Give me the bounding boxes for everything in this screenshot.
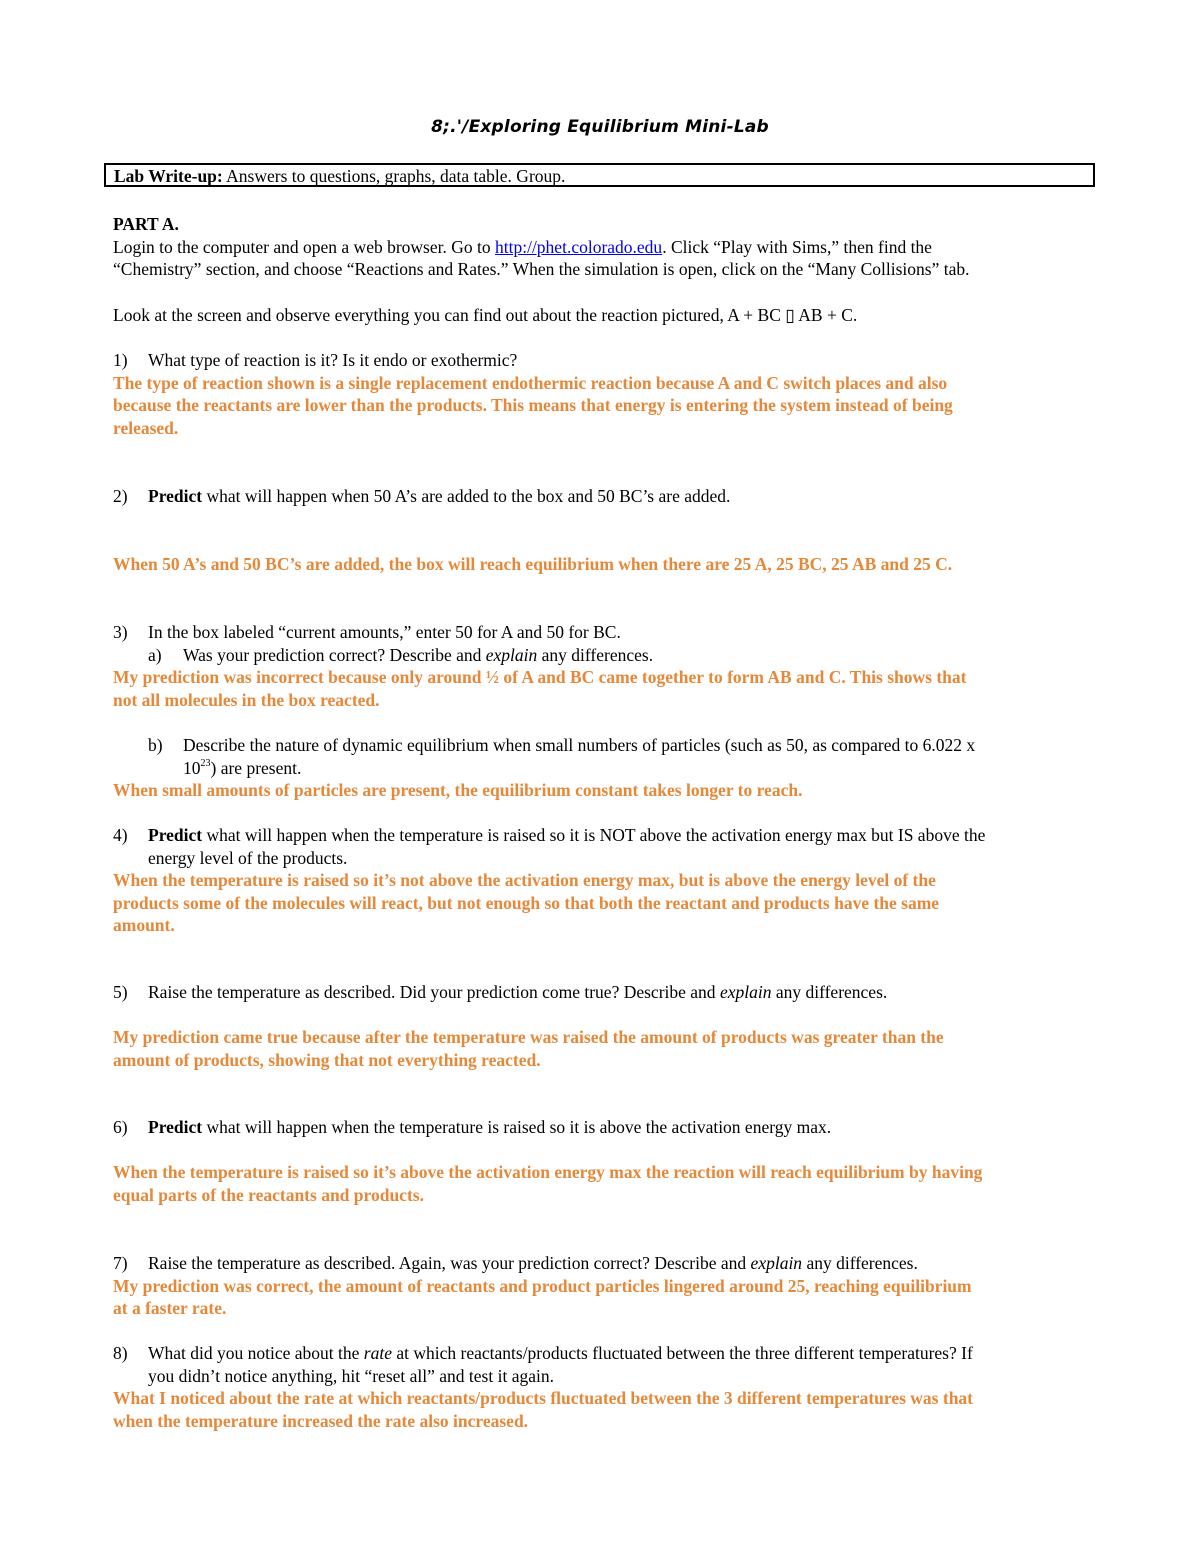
answer-8-line-1: What I noticed about the rate at which reactants/products fluctuated between the 3 different temperatures was that <box>113 1388 974 1409</box>
question-4 <box>113 824 1098 937</box>
answer-4-line-1: When the temperature is raised so it’s not above the activation energy max, but is above the energy level of the <box>113 870 936 891</box>
question-3b-exponent: 23 <box>200 757 211 769</box>
answer-5 <box>113 1026 1098 1071</box>
question-8-text-2: at which reactants/products fluctuated between the three different temperatures? If <box>391 1343 973 1363</box>
question-7-text-2: any differences. <box>802 1253 918 1273</box>
question-7-number: 7) <box>113 1253 128 1273</box>
question-3b-tail: ) are present. <box>210 757 302 778</box>
question-3-line <box>113 621 1098 644</box>
question-4-text-1: what will happen when the temperature is raised so it is NOT above the activation energy max but IS above the <box>202 825 986 845</box>
question-5-explain: explain <box>719 982 772 1002</box>
question-2-predict: Predict <box>148 486 203 506</box>
answer-3b-text: When small amounts of particles are present, the equilibrium constant takes longer to reach. <box>113 780 803 801</box>
question-6-number: 6) <box>113 1117 128 1137</box>
page-title: 8;.'/Exploring Equilibrium Mini-Lab <box>431 117 769 137</box>
question-7-line <box>113 1252 1098 1275</box>
answer-4-line-2: products some of the molecules will react, but not enough so that both the reactant and products have the same <box>113 892 940 913</box>
question-1-text: What type of reaction is it? Is it endo or exothermic? <box>148 350 518 370</box>
lab-writeup-box <box>104 163 1095 187</box>
question-4-number: 4) <box>113 825 128 845</box>
question-3b-label: b) <box>148 735 163 755</box>
question-8-line-1 <box>113 1342 1098 1365</box>
question-1 <box>113 349 1098 439</box>
answer-3a-line-2: not all molecules in the box reacted. <box>113 689 380 710</box>
question-3b-base: 10 <box>183 757 201 778</box>
part-a-heading: PART A. <box>113 214 179 234</box>
question-3a-explain: explain <box>485 644 538 665</box>
question-1-line <box>113 349 1098 372</box>
question-8 <box>113 1342 1098 1432</box>
question-3b-line-1 <box>113 734 1098 757</box>
question-2-line <box>113 485 1098 508</box>
question-3a-label: a) <box>148 644 162 665</box>
question-3a-text-1: Was your prediction correct? Describe and <box>183 644 486 665</box>
answer-2-text: When 50 A’s and 50 BC’s are added, the box will reach equilibrium when there are 25 A, 25 BC, 25 AB and 25 C. <box>113 554 953 574</box>
question-4-predict: Predict <box>148 825 203 845</box>
question-7-text-1: Raise the temperature as described. Again, was your prediction correct? Describe and <box>148 1253 751 1273</box>
answer-2 <box>113 553 1098 576</box>
question-3 <box>113 621 1098 711</box>
question-3b-line-2 <box>113 757 1098 780</box>
answer-6-line-2: equal parts of the reactants and products. <box>113 1184 424 1205</box>
question-1-number: 1) <box>113 350 128 370</box>
answer-4-line-3: amount. <box>113 915 175 936</box>
intro-text-1: Login to the computer and open a web browser. Go to <box>113 236 495 257</box>
question-6 <box>113 1116 1098 1139</box>
answer-7-line-1: My prediction was correct, the amount of reactants and product particles lingered around 25, reaching equilibrium <box>113 1275 972 1296</box>
question-4-line-1 <box>113 824 1098 847</box>
part-a-section <box>113 213 1098 281</box>
question-5-line <box>113 981 1098 1004</box>
answer-5-line-1: My prediction came true because after the temperature was raised the amount of products was greater than the <box>113 1027 944 1047</box>
question-3b-text-1: Describe the nature of dynamic equilibrium when small numbers of particles (such as 50, as compared to 6.022 x <box>183 735 976 755</box>
phet-link[interactable]: http://phet.colorado.edu <box>495 236 663 257</box>
question-8-number: 8) <box>113 1343 128 1363</box>
question-5-number: 5) <box>113 982 128 1002</box>
question-3b <box>113 734 1098 802</box>
question-5-text-2: any differences. <box>771 982 888 1002</box>
answer-1-line-1: The type of reaction shown is a single replacement endothermic reaction because A and C switch places and also <box>113 372 948 393</box>
answer-6 <box>113 1161 1098 1206</box>
question-7 <box>113 1252 1098 1320</box>
look-text: Look at the screen and observe everything you can find out about the reaction pictured, A + BC ▯ AB + C. <box>113 305 858 325</box>
question-2-number: 2) <box>113 486 128 506</box>
intro-line-2: “Chemistry” section, and choose “Reactions and Rates.” When the simulation is open, click on the “Many Collisions” tab. <box>113 259 970 280</box>
answer-1-line-2: because the reactants are lower than the products. This means that energy is entering the system instead of being <box>113 395 953 416</box>
question-5-text-1: Raise the temperature as described. Did your prediction come true? Describe and <box>148 982 720 1002</box>
answer-6-line-1: When the temperature is raised so it’s above the activation energy max the reaction will reach equilibrium by having <box>113 1162 983 1182</box>
answer-3a-line-1: My prediction was incorrect because only around ½ of A and BC came together to form AB and C. This shows that <box>113 667 967 688</box>
answer-7-line-2: at a faster rate. <box>113 1298 227 1319</box>
question-3-text: In the box labeled “current amounts,” enter 50 for A and 50 for BC. <box>148 622 621 642</box>
question-6-line <box>113 1116 1098 1139</box>
answer-1-line-3: released. <box>113 417 179 438</box>
writeup-text: Answers to questions, graphs, data table. Group. <box>222 166 566 186</box>
question-7-explain: explain <box>750 1253 803 1273</box>
question-6-text: what will happen when the temperature is raised so it is above the activation energy max. <box>202 1117 832 1137</box>
question-8-line-2: you didn’t notice anything, hit “reset all” and test it again. <box>148 1365 554 1386</box>
question-6-predict: Predict <box>148 1117 203 1137</box>
question-4-line-2: energy level of the products. <box>148 847 348 868</box>
question-3a-text-2: any differences. <box>537 644 654 665</box>
question-5 <box>113 981 1098 1004</box>
look-instruction <box>113 304 1098 327</box>
answer-8-line-2: when the temperature increased the rate also increased. <box>113 1410 529 1431</box>
question-8-rate: rate <box>363 1343 392 1363</box>
question-3a-line <box>113 644 1098 667</box>
question-8-text-1: What did you notice about the <box>148 1343 364 1363</box>
question-2-text: what will happen when 50 A’s are added to the box and 50 BC’s are added. <box>202 486 731 506</box>
question-3-number: 3) <box>113 622 128 642</box>
intro-text-2: . Click “Play with Sims,” then find the <box>662 236 932 257</box>
answer-5-line-2: amount of products, showing that not everything reacted. <box>113 1049 541 1070</box>
writeup-label: Lab Write-up: <box>114 166 223 186</box>
question-2 <box>113 485 1098 508</box>
intro-line-1 <box>113 236 1098 259</box>
